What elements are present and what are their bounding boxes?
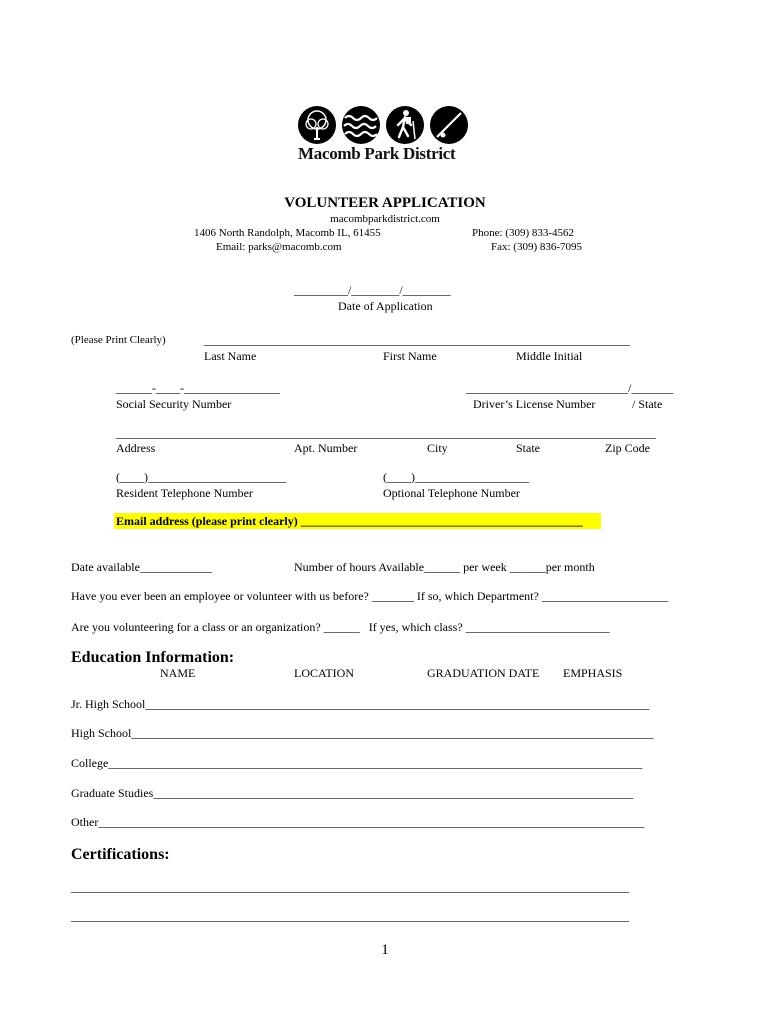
city-label: City — [427, 441, 448, 455]
ssn-label: Social Security Number — [116, 397, 232, 411]
full-name-field[interactable]: _______________________________________________________________________ — [204, 333, 630, 347]
water-icon — [342, 106, 380, 144]
col-location: LOCATION — [294, 666, 354, 680]
tree-icon — [298, 106, 336, 144]
drivers-license-label: Driver’s License Number — [473, 397, 596, 411]
golf-icon — [430, 106, 468, 144]
hours-available-field[interactable]: Number of hours Available______ per week ______per month — [294, 560, 595, 574]
apt-number-label: Apt. Number — [294, 441, 358, 455]
col-emphasis: EMPHASIS — [563, 666, 623, 680]
address-label: Address — [116, 441, 156, 455]
col-graduation-date: GRADUATION DATE — [427, 666, 540, 680]
first-name-label: First Name — [383, 349, 437, 363]
resident-phone-label: Resident Telephone Number — [116, 486, 253, 500]
education-row-other[interactable]: Other___________________________________________________________________________________________ — [71, 815, 645, 829]
ssn-field[interactable]: ______-____-________________ — [116, 381, 280, 395]
certification-line-1[interactable]: _____________________________________________________________________________________________ — [71, 880, 629, 894]
class-organization-question[interactable]: Are you volunteering for a class or an organization? ______ If yes, which class? ________________________ — [71, 620, 610, 634]
certifications-heading: Certifications: — [71, 846, 170, 863]
logo-wordmark: Macomb Park District — [298, 144, 456, 163]
date-available-field[interactable]: Date available____________ — [71, 560, 212, 574]
fax-text: Fax: (309) 836-7095 — [491, 241, 583, 253]
middle-initial-label: Middle Initial — [516, 349, 583, 363]
optional-phone-label: Optional Telephone Number — [383, 486, 520, 500]
optional-phone-field[interactable]: (____)___________________ — [383, 470, 529, 484]
zip-code-label: Zip Code — [605, 441, 650, 455]
education-heading: Education Information: — [71, 649, 235, 666]
print-clearly-note: (Please Print Clearly) — [71, 334, 166, 346]
resident-phone-field[interactable]: (____)_______________________ — [116, 470, 286, 484]
certification-line-2[interactable]: _____________________________________________________________________________________________ — [71, 909, 629, 923]
date-of-application-label: Date of Application — [338, 299, 433, 313]
email-text: Email: parks@macomb.com — [216, 241, 342, 253]
education-row-high-school[interactable]: High School_______________________________________________________________________________________ — [71, 726, 654, 740]
drivers-license-field[interactable]: ___________________________/_______ — [466, 381, 674, 395]
previous-employee-question[interactable]: Have you ever been an employee or volunteer with us before? _______ If so, which Department? _____________________ — [71, 589, 668, 603]
col-name: NAME — [160, 666, 196, 680]
date-of-application-field[interactable]: _________/________/________ — [294, 283, 451, 297]
address-field[interactable]: __________________________________________________________________________________________ — [116, 426, 656, 440]
park-district-logo — [297, 105, 469, 145]
last-name-label: Last Name — [204, 349, 257, 363]
education-row-jr-high[interactable]: Jr. High School____________________________________________________________________________________ — [71, 697, 650, 711]
state-label: State — [516, 441, 540, 455]
email-address-field[interactable]: Email address (please print clearly) _______________________________________________ — [116, 514, 583, 528]
education-row-college[interactable]: College_________________________________________________________________________________________ — [71, 756, 643, 770]
page-number: 1 — [381, 942, 389, 958]
phone-text: Phone: (309) 833-4562 — [472, 227, 575, 239]
website-text: macombparkdistrict.com — [330, 213, 440, 225]
address-text: 1406 North Randolph, Macomb IL, 61455 — [194, 227, 381, 239]
page-title: VOLUNTEER APPLICATION — [284, 195, 486, 211]
education-row-graduate[interactable]: Graduate Studies________________________________________________________________________________ — [71, 786, 634, 800]
hiker-icon — [386, 106, 424, 144]
license-state-label: / State — [632, 397, 663, 411]
